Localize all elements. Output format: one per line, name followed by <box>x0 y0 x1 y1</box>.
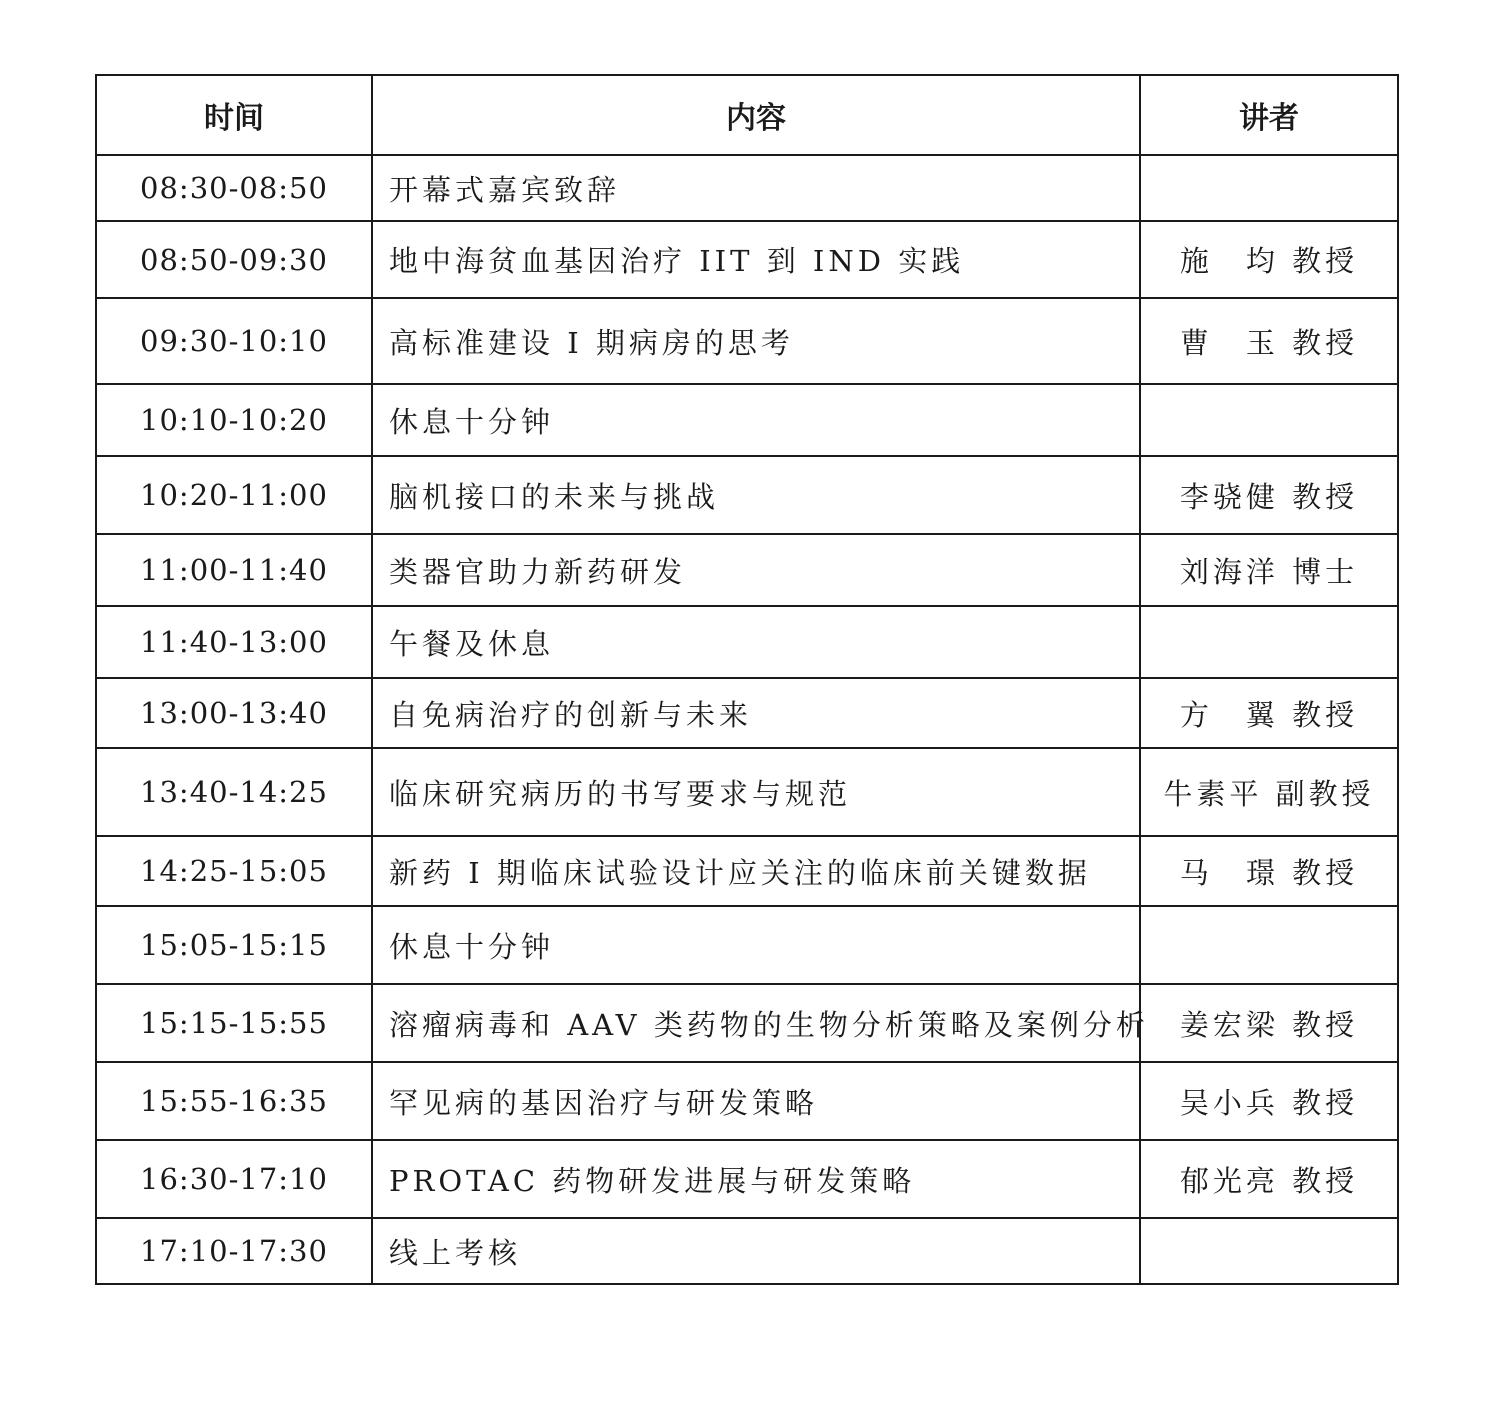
speaker-cell: 曹 玉 教授 <box>1140 298 1398 384</box>
table-row <box>96 221 1398 298</box>
time-cell: 10:20-11:00 <box>96 456 372 534</box>
speaker-cell: 李骁健 教授 <box>1140 456 1398 534</box>
table-row <box>96 678 1398 748</box>
table-row <box>96 984 1398 1062</box>
content-cell: 午餐及休息 <box>372 606 1140 678</box>
speaker-cell <box>1140 1218 1398 1284</box>
content-cell: 高标准建设 I 期病房的思考 <box>372 298 1140 384</box>
speaker-cell <box>1140 606 1398 678</box>
speaker-cell: 姜宏梁 教授 <box>1140 984 1398 1062</box>
table-row <box>96 1140 1398 1218</box>
content-cell: 休息十分钟 <box>372 384 1140 456</box>
speaker-cell: 牛素平 副教授 <box>1140 748 1398 836</box>
content-cell: 休息十分钟 <box>372 906 1140 984</box>
time-cell: 14:25-15:05 <box>96 836 372 906</box>
content-cell: 溶瘤病毒和 AAV 类药物的生物分析策略及案例分析 <box>372 984 1140 1062</box>
content-cell: PROTAC 药物研发进展与研发策略 <box>372 1140 1140 1218</box>
speaker-cell: 马 璟 教授 <box>1140 836 1398 906</box>
speaker-cell: 刘海洋 博士 <box>1140 534 1398 606</box>
table-row <box>96 748 1398 836</box>
speaker-cell: 吴小兵 教授 <box>1140 1062 1398 1140</box>
speaker-cell <box>1140 155 1398 221</box>
content-cell: 临床研究病历的书写要求与规范 <box>372 748 1140 836</box>
content-cell: 地中海贫血基因治疗 IIT 到 IND 实践 <box>372 221 1140 298</box>
content-cell: 开幕式嘉宾致辞 <box>372 155 1140 221</box>
table-row <box>96 456 1398 534</box>
time-cell: 08:30-08:50 <box>96 155 372 221</box>
speaker-cell <box>1140 384 1398 456</box>
header-row <box>96 75 1398 155</box>
table-row <box>96 906 1398 984</box>
header-speaker: 讲者 <box>1140 75 1398 155</box>
time-cell: 11:00-11:40 <box>96 534 372 606</box>
time-cell: 09:30-10:10 <box>96 298 372 384</box>
table-row <box>96 298 1398 384</box>
time-cell: 15:15-15:55 <box>96 984 372 1062</box>
speaker-cell <box>1140 906 1398 984</box>
table-row <box>96 1062 1398 1140</box>
time-cell: 13:40-14:25 <box>96 748 372 836</box>
content-cell: 脑机接口的未来与挑战 <box>372 456 1140 534</box>
table-row <box>96 1218 1398 1284</box>
header-content: 内容 <box>372 75 1140 155</box>
table-row <box>96 384 1398 456</box>
time-cell: 10:10-10:20 <box>96 384 372 456</box>
header-time: 时间 <box>96 75 372 155</box>
time-cell: 17:10-17:30 <box>96 1218 372 1284</box>
time-cell: 16:30-17:10 <box>96 1140 372 1218</box>
time-cell: 15:55-16:35 <box>96 1062 372 1140</box>
speaker-cell: 施 均 教授 <box>1140 221 1398 298</box>
content-cell: 线上考核 <box>372 1218 1140 1284</box>
time-cell: 13:00-13:40 <box>96 678 372 748</box>
speaker-cell: 方 翼 教授 <box>1140 678 1398 748</box>
time-cell: 11:40-13:00 <box>96 606 372 678</box>
table-row <box>96 534 1398 606</box>
content-cell: 类器官助力新药研发 <box>372 534 1140 606</box>
table-row <box>96 606 1398 678</box>
content-cell: 罕见病的基因治疗与研发策略 <box>372 1062 1140 1140</box>
speaker-cell: 郁光亮 教授 <box>1140 1140 1398 1218</box>
table-row <box>96 155 1398 221</box>
content-cell: 新药 I 期临床试验设计应关注的临床前关键数据 <box>372 836 1140 906</box>
time-cell: 08:50-09:30 <box>96 221 372 298</box>
content-cell: 自免病治疗的创新与未来 <box>372 678 1140 748</box>
table-row <box>96 836 1398 906</box>
time-cell: 15:05-15:15 <box>96 906 372 984</box>
schedule-table <box>95 74 1399 1285</box>
